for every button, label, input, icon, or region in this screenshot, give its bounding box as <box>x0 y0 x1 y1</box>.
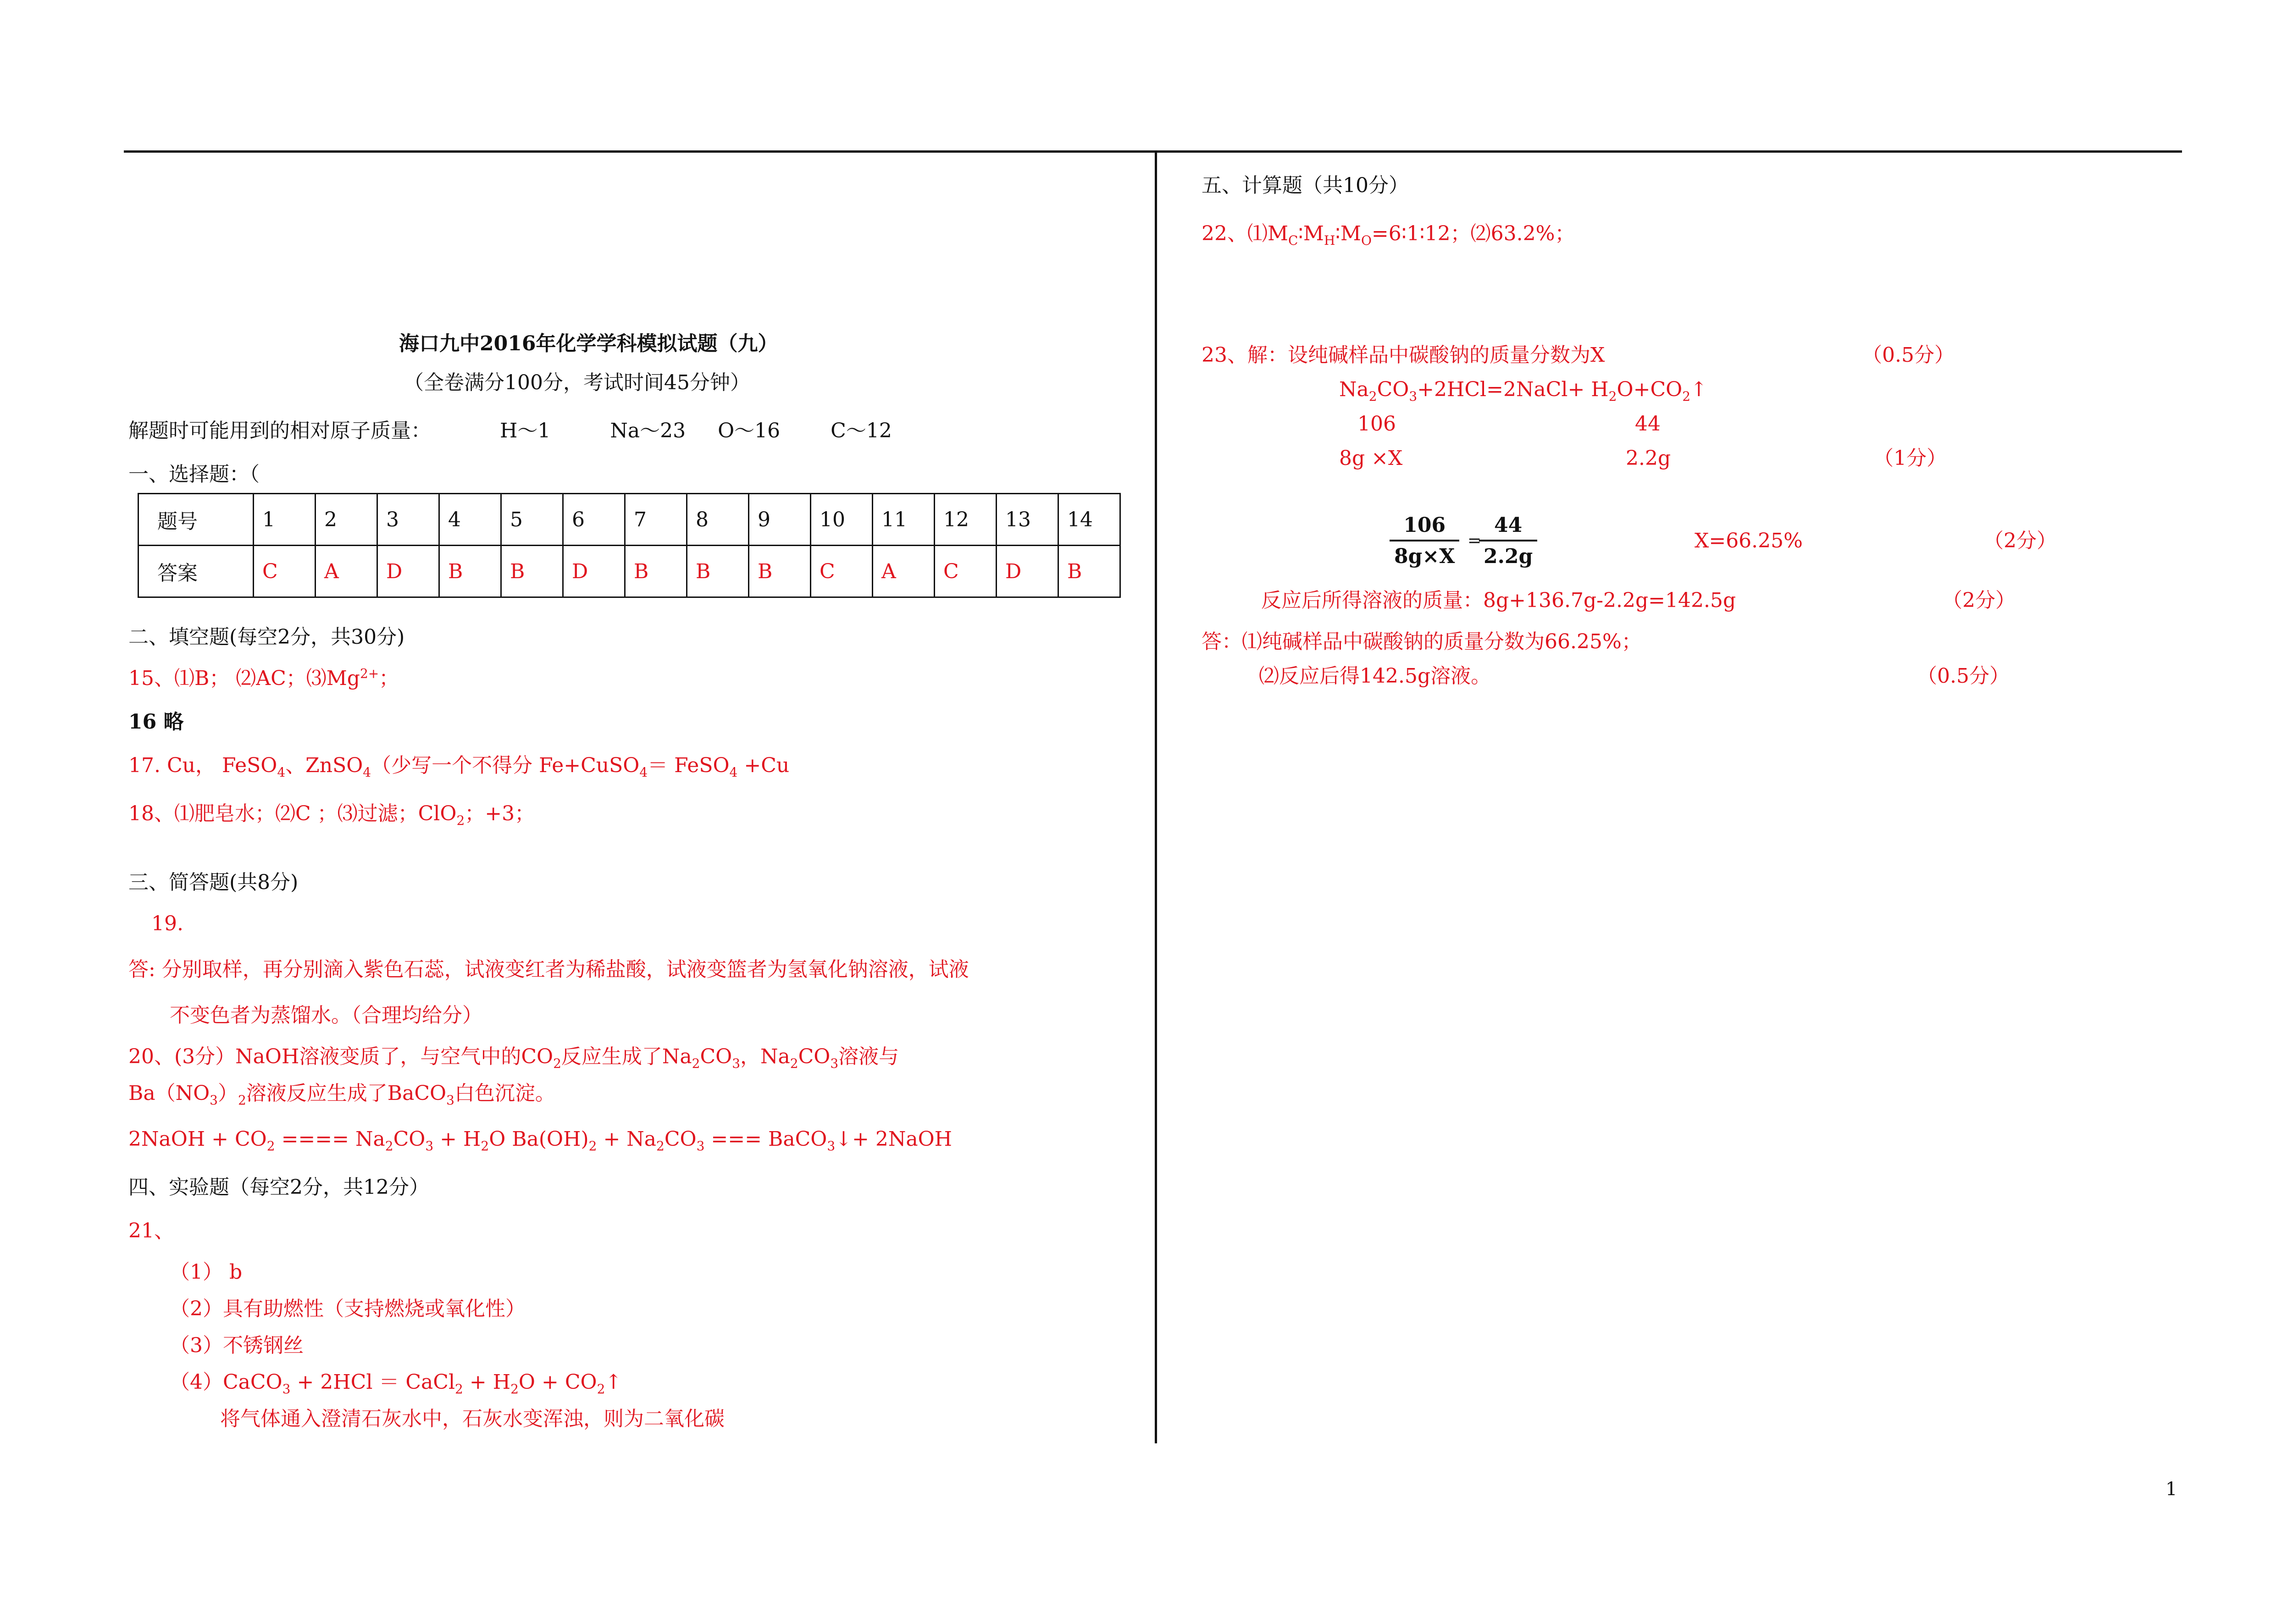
q18-answer: 18、⑴肥皂水；⑵C ；⑶过滤；ClO$_2$；+3； <box>128 802 535 828</box>
q21-part4-test: 将气体通入澄清石灰水中，石灰水变浑浊，则为二氧化碳 <box>220 1407 725 1431</box>
top-rule <box>124 150 2182 153</box>
answer-cell: C <box>254 546 316 597</box>
section1-heading: 一、选择题：（ <box>128 463 260 486</box>
table-cell: 4 <box>439 494 501 546</box>
table-cell: 14 <box>1058 494 1120 546</box>
table-cell: 3 <box>377 494 439 546</box>
table-cell: 11 <box>873 494 935 546</box>
table-cell: 9 <box>749 494 811 546</box>
q23-equation: $Na_2CO_3+2HCl=2NaCl+$ $H_2O+CO_2↑$ <box>1339 378 1707 404</box>
q21-part3: （3）不锈钢丝 <box>170 1334 304 1357</box>
q23-value-na2co3: 8g ×X <box>1339 447 1403 470</box>
table-cell: 12 <box>935 494 997 546</box>
q23-value-co2: 2.2g <box>1626 447 1671 470</box>
q23-intro-score: （0.5分） <box>1862 343 1955 367</box>
answer-cell: B <box>625 546 687 597</box>
q15-answer: 15、⑴B； ⑵AC；$⑶Mg^{2+}$； <box>128 666 399 690</box>
answer-cell: B <box>749 546 811 597</box>
section3-heading: 三、简答题(共8分) <box>128 871 299 894</box>
row-header-answer: 答案 <box>138 546 254 597</box>
table-cell: 7 <box>625 494 687 546</box>
q23-value-score: （1分） <box>1873 447 1947 470</box>
table-cell: 1 <box>254 494 316 546</box>
q23-mass-co2: 44 <box>1635 412 1661 436</box>
q21-part1: （1） b <box>170 1260 243 1284</box>
proportion-left <box>1390 511 1459 572</box>
page-number: 1 <box>2166 1479 2177 1500</box>
q16-answer: 16 略 <box>128 710 184 734</box>
atomic-mass-line <box>128 417 892 445</box>
answer-cell: B <box>1058 546 1120 597</box>
proportion-right <box>1479 511 1537 572</box>
q23-mass-na2co3: 106 <box>1357 412 1396 436</box>
q20-equations: 2NaOH + $CO_2$ ==== $Na_2CO_3 + H_2O$ $Ba(OH)_2 + Na_2CO_3$ === BaCO$_3$↓+ 2NaOH <box>128 1127 953 1154</box>
table-row <box>138 546 1120 597</box>
atomic-mass-o: O～16 <box>718 419 781 442</box>
column-divider <box>1155 150 1157 1443</box>
final-answer-line2: ⑵反应后得142.5g溶液。 <box>1259 664 1491 688</box>
answer-cell: D <box>997 546 1058 597</box>
table-cell: 10 <box>811 494 873 546</box>
proportion-left-numerator: 106 <box>1390 511 1459 541</box>
answer-cell: C <box>935 546 997 597</box>
final-answer-score: （0.5分） <box>1917 664 2010 688</box>
proportion-right-numerator: 44 <box>1479 511 1537 541</box>
answer-cell: D <box>377 546 439 597</box>
table-cell: 5 <box>501 494 563 546</box>
section4-heading: 四、实验题（每空2分，共12分） <box>128 1176 429 1199</box>
q21-part2: （2）具有助燃性（支持燃烧或氧化性） <box>170 1297 526 1320</box>
table-row <box>138 494 1120 546</box>
atomic-mass-h: H～1 <box>500 419 551 442</box>
section5-heading: 五、计算题（共10分） <box>1202 174 1409 197</box>
q22-answer: 22、$⑴M_C∶M_H∶M_O=6∶1∶12$；⑵63.2%； <box>1202 222 1575 248</box>
q21-label: 21、 <box>128 1219 174 1243</box>
q17-answer: 17. Cu， FeSO$_4$、ZnSO$_4$（少写一个不得分 Fe+CuSO$_4$＝ FeSO$_4$ +Cu <box>128 754 790 780</box>
solution-mass: 反应后所得溶液的质量：8g+136.7g-2.2g=142.5g <box>1261 589 1736 612</box>
answer-cell: B <box>439 546 501 597</box>
q23-intro: 23、解：设纯碱样品中碳酸钠的质量分数为X <box>1202 343 1605 367</box>
answer-cell: B <box>687 546 749 597</box>
table-cell: 13 <box>997 494 1058 546</box>
answer-cell: A <box>873 546 935 597</box>
section2-heading: 二、填空题(每空2分，共30分) <box>128 625 405 649</box>
final-answer-line1: 答：⑴纯碱样品中碳酸钠的质量分数为66.25%； <box>1202 630 1642 653</box>
exam-subtitle: （全卷满分100分，考试时间45分钟） <box>404 371 750 394</box>
q19-answer-line2: 不变色者为蒸馏水。（合理均给分） <box>170 1004 482 1027</box>
table-cell: 6 <box>563 494 625 546</box>
row-header-number: 题号 <box>138 494 254 546</box>
x-result: X=66.25% <box>1695 529 1803 552</box>
table-cell: 2 <box>316 494 377 546</box>
answer-cell: D <box>563 546 625 597</box>
q21-part4: （4）CaCO$_3$ + 2HCl ＝ CaCl$_2$ + $H_2O$ + $CO_2↑$ <box>170 1370 622 1397</box>
answer-cell: A <box>316 546 377 597</box>
q19-label: 19. <box>151 912 183 935</box>
q19-answer-line1: 答: 分别取样，再分别滴入紫色石蕊，试液变红者为稀盐酸，试液变篮者为氢氧化钠溶液，试液 <box>128 958 969 981</box>
x-score: （2分） <box>1983 529 2057 552</box>
atomic-mass-label: 解题时可能用到的相对原子质量： <box>128 419 431 442</box>
q20-answer-line2: $Ba(NO_3)_2$溶液反应生成了BaCO$_3$白色沉淀。 <box>128 1082 555 1108</box>
proportion-left-denominator: 8g×X <box>1394 545 1455 568</box>
proportion-right-denominator: 2.2g <box>1484 545 1533 568</box>
exam-title: 海口九中2016年化学学科模拟试题（九） <box>399 332 778 355</box>
proportion-equals: = <box>1468 531 1482 550</box>
answer-cell: B <box>501 546 563 597</box>
solution-score: （2分） <box>1942 589 2016 612</box>
answer-table <box>138 493 1121 598</box>
q20-answer-line1: 20、(3分）NaOH溶液变质了，与空气中的$CO_2$反应生成了$Na_2CO_3$，$Na_2CO_3$溶液与 <box>128 1045 899 1071</box>
table-cell: 8 <box>687 494 749 546</box>
atomic-mass-na: Na～23 <box>610 419 686 442</box>
atomic-mass-c: C～12 <box>831 419 892 442</box>
answer-cell: C <box>811 546 873 597</box>
